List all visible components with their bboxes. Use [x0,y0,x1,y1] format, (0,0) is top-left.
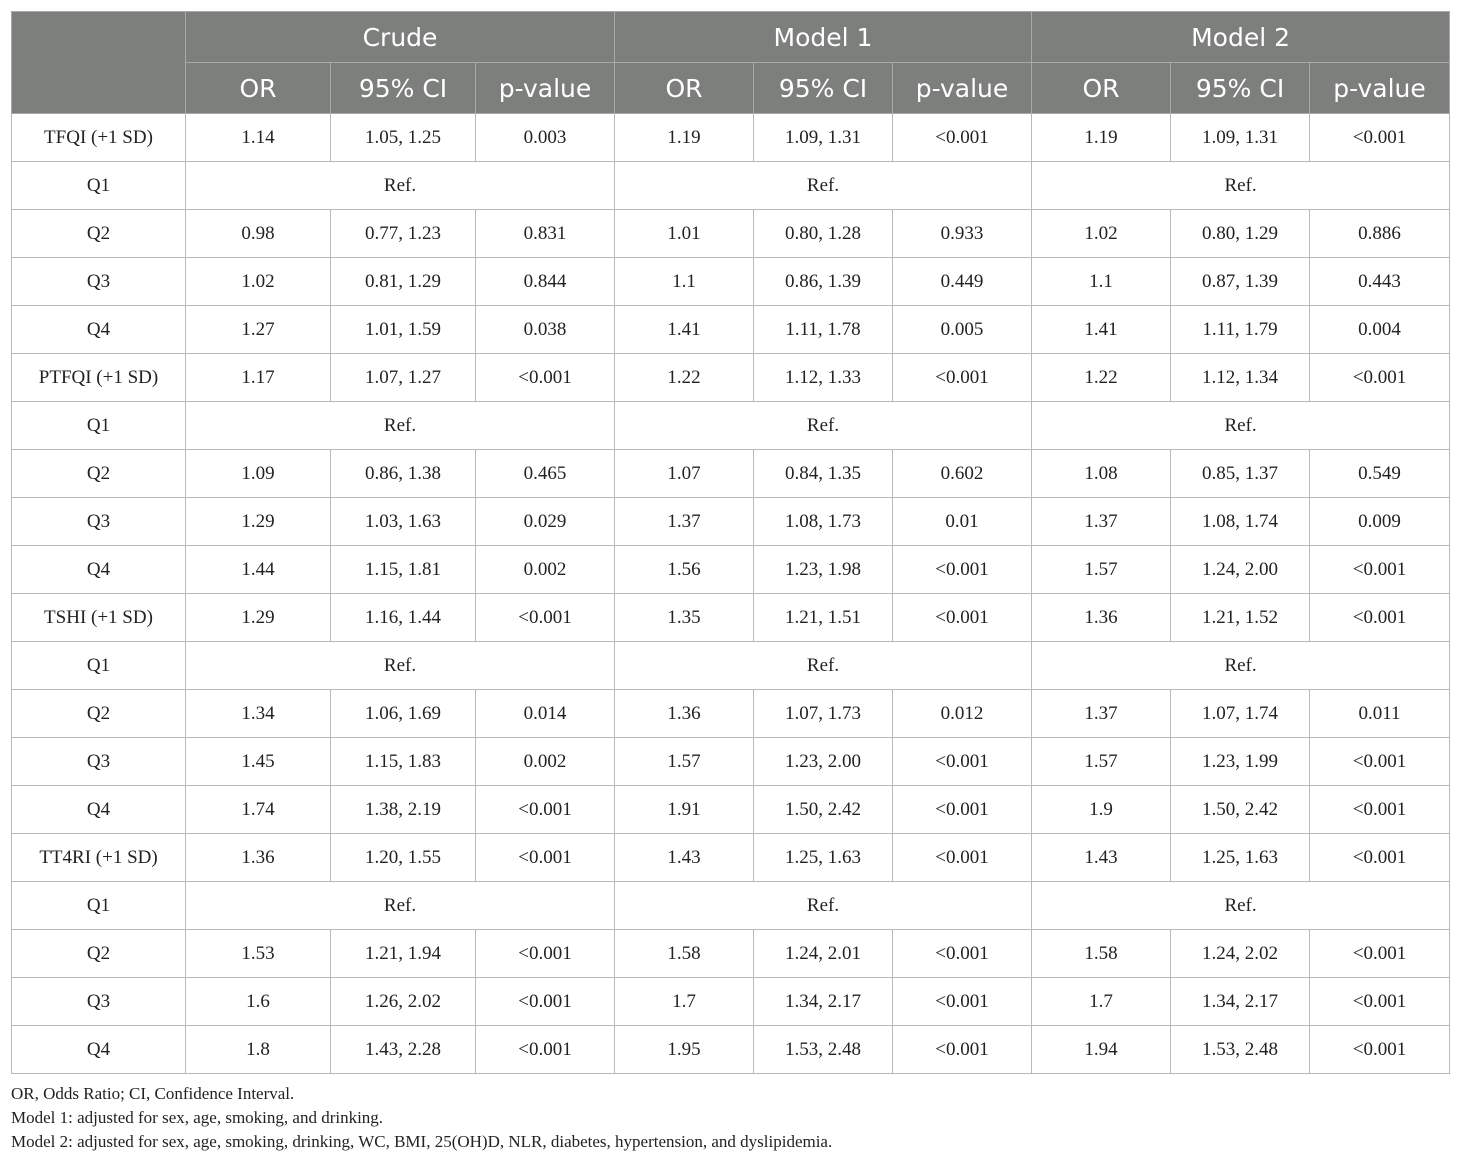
or-cell: 1.27 [186,306,331,354]
ci-cell: 0.86, 1.39 [754,258,893,306]
ci-cell: 1.43, 2.28 [331,1026,476,1074]
or-cell: 1.57 [1032,546,1171,594]
table-row [12,738,1450,786]
p-value-cell: <0.001 [1310,978,1450,1026]
ci-cell: 1.12, 1.33 [754,354,893,402]
header-group-row [12,12,1450,63]
ci-cell: 1.11, 1.78 [754,306,893,354]
table-row [12,450,1450,498]
p-value-cell: <0.001 [1310,834,1450,882]
row-label: Q4 [12,546,186,594]
ci-cell: 1.12, 1.34 [1171,354,1310,402]
reference-cell: Ref. [615,162,1032,210]
ci-cell: 1.23, 1.98 [754,546,893,594]
subcolumn-or: OR [615,63,754,114]
ci-cell: 0.86, 1.38 [331,450,476,498]
or-cell: 1.19 [615,114,754,162]
or-cell: 1.36 [1032,594,1171,642]
ci-cell: 1.21, 1.51 [754,594,893,642]
p-value-cell: <0.001 [476,834,615,882]
p-value-cell: <0.001 [1310,546,1450,594]
subcolumn-p-value: p-value [476,63,615,114]
row-label-header [12,12,186,114]
subcolumn-or: OR [186,63,331,114]
table-row [12,834,1450,882]
or-cell: 1.57 [1032,738,1171,786]
p-value-cell: 0.01 [893,498,1032,546]
table-row [12,402,1450,450]
row-label: Q3 [12,258,186,306]
p-value-cell: <0.001 [893,738,1032,786]
group-header-model-2: Model 2 [1032,12,1450,63]
ci-cell: 1.50, 2.42 [754,786,893,834]
footnote: Model 2: adjusted for sex, age, smoking, drinking, WC, BMI, 25(OH)D, NLR, diabetes, hypertension, and dyslipidemia. [11,1132,833,1151]
ci-cell: 1.09, 1.31 [754,114,893,162]
p-value-cell: <0.001 [893,114,1032,162]
table-row [12,1026,1450,1074]
p-value-cell: <0.001 [476,1026,615,1074]
group-header-model-1: Model 1 [615,12,1032,63]
row-label: Q1 [12,162,186,210]
row-label: Q2 [12,930,186,978]
subcolumn-ci: 95% CI [1171,63,1310,114]
table-row [12,594,1450,642]
p-value-cell: 0.933 [893,210,1032,258]
reference-cell: Ref. [1032,882,1450,930]
p-value-cell: <0.001 [893,786,1032,834]
reference-cell: Ref. [1032,402,1450,450]
ci-cell: 1.07, 1.74 [1171,690,1310,738]
or-cell: 1.35 [615,594,754,642]
reference-cell: Ref. [1032,642,1450,690]
table-row [12,210,1450,258]
p-value-cell: 0.009 [1310,498,1450,546]
row-label: Q2 [12,450,186,498]
ci-cell: 0.77, 1.23 [331,210,476,258]
ci-cell: 1.26, 2.02 [331,978,476,1026]
reference-cell: Ref. [615,882,1032,930]
footnote: OR, Odds Ratio; CI, Confidence Interval. [11,1084,295,1103]
subcolumn-p-value: p-value [1310,63,1450,114]
row-label: TT4RI (+1 SD) [12,834,186,882]
or-cell: 1.07 [615,450,754,498]
table-row [12,114,1450,162]
p-value-cell: 0.465 [476,450,615,498]
p-value-cell: <0.001 [1310,738,1450,786]
row-label: Q1 [12,402,186,450]
table-row [12,978,1450,1026]
ci-cell: 1.25, 1.63 [1171,834,1310,882]
ci-cell: 1.08, 1.73 [754,498,893,546]
p-value-cell: <0.001 [893,930,1032,978]
table-footnotes [11,1082,1449,1154]
table-row [12,162,1450,210]
reference-cell: Ref. [186,162,615,210]
or-cell: 1.56 [615,546,754,594]
or-cell: 1.95 [615,1026,754,1074]
table-body [12,114,1450,1074]
reference-cell: Ref. [186,642,615,690]
or-cell: 1.37 [1032,498,1171,546]
p-value-cell: 0.012 [893,690,1032,738]
p-value-cell: 0.443 [1310,258,1450,306]
p-value-cell: <0.001 [1310,786,1450,834]
or-cell: 1.9 [1032,786,1171,834]
or-cell: 1.17 [186,354,331,402]
or-cell: 1.74 [186,786,331,834]
ci-cell: 1.21, 1.94 [331,930,476,978]
or-cell: 1.43 [615,834,754,882]
ci-cell: 1.03, 1.63 [331,498,476,546]
p-value-cell: <0.001 [476,978,615,1026]
ci-cell: 1.25, 1.63 [754,834,893,882]
ci-cell: 1.15, 1.83 [331,738,476,786]
or-cell: 1.22 [615,354,754,402]
p-value-cell: <0.001 [893,546,1032,594]
ci-cell: 0.80, 1.28 [754,210,893,258]
row-label: Q1 [12,642,186,690]
ci-cell: 1.07, 1.73 [754,690,893,738]
or-cell: 1.94 [1032,1026,1171,1074]
p-value-cell: <0.001 [893,834,1032,882]
subcolumn-ci: 95% CI [331,63,476,114]
table-row [12,882,1450,930]
row-label: Q1 [12,882,186,930]
p-value-cell: 0.602 [893,450,1032,498]
reference-cell: Ref. [615,402,1032,450]
or-cell: 1.7 [1032,978,1171,1026]
table-row [12,354,1450,402]
table-row [12,930,1450,978]
ci-cell: 1.15, 1.81 [331,546,476,594]
or-cell: 1.8 [186,1026,331,1074]
p-value-cell: 0.038 [476,306,615,354]
or-cell: 1.43 [1032,834,1171,882]
row-label: Q4 [12,1026,186,1074]
table-row [12,546,1450,594]
p-value-cell: 0.005 [893,306,1032,354]
p-value-cell: <0.001 [1310,114,1450,162]
or-cell: 1.29 [186,594,331,642]
odds-ratio-table [11,11,1450,1074]
row-label: Q4 [12,306,186,354]
p-value-cell: <0.001 [893,978,1032,1026]
p-value-cell: 0.831 [476,210,615,258]
or-cell: 1.7 [615,978,754,1026]
ci-cell: 1.16, 1.44 [331,594,476,642]
row-label: PTFQI (+1 SD) [12,354,186,402]
p-value-cell: <0.001 [1310,594,1450,642]
ci-cell: 1.09, 1.31 [1171,114,1310,162]
ci-cell: 1.53, 2.48 [1171,1026,1310,1074]
or-cell: 1.09 [186,450,331,498]
ci-cell: 0.87, 1.39 [1171,258,1310,306]
ci-cell: 1.34, 2.17 [754,978,893,1026]
p-value-cell: <0.001 [893,1026,1032,1074]
p-value-cell: 0.002 [476,546,615,594]
ci-cell: 0.80, 1.29 [1171,210,1310,258]
subcolumn-or: OR [1032,63,1171,114]
or-cell: 1.19 [1032,114,1171,162]
ci-cell: 1.23, 2.00 [754,738,893,786]
or-cell: 1.22 [1032,354,1171,402]
p-value-cell: 0.002 [476,738,615,786]
p-value-cell: <0.001 [1310,930,1450,978]
ci-cell: 1.05, 1.25 [331,114,476,162]
p-value-cell: <0.001 [1310,354,1450,402]
ci-cell: 1.06, 1.69 [331,690,476,738]
or-cell: 1.45 [186,738,331,786]
table-row [12,258,1450,306]
ci-cell: 1.38, 2.19 [331,786,476,834]
row-label: Q2 [12,210,186,258]
or-cell: 1.6 [186,978,331,1026]
or-cell: 1.36 [615,690,754,738]
ci-cell: 1.34, 2.17 [1171,978,1310,1026]
p-value-cell: 0.449 [893,258,1032,306]
or-cell: 1.37 [1032,690,1171,738]
ci-cell: 0.85, 1.37 [1171,450,1310,498]
table-row [12,786,1450,834]
p-value-cell: 0.886 [1310,210,1450,258]
ci-cell: 0.81, 1.29 [331,258,476,306]
p-value-cell: 0.844 [476,258,615,306]
p-value-cell: <0.001 [476,930,615,978]
row-label: Q3 [12,498,186,546]
ci-cell: 1.11, 1.79 [1171,306,1310,354]
ci-cell: 1.24, 2.00 [1171,546,1310,594]
p-value-cell: <0.001 [476,786,615,834]
row-label: TSHI (+1 SD) [12,594,186,642]
p-value-cell: 0.029 [476,498,615,546]
row-label: Q3 [12,738,186,786]
or-cell: 1.53 [186,930,331,978]
p-value-cell: <0.001 [893,594,1032,642]
row-label: TFQI (+1 SD) [12,114,186,162]
p-value-cell: <0.001 [476,354,615,402]
reference-cell: Ref. [186,882,615,930]
p-value-cell: <0.001 [1310,1026,1450,1074]
or-cell: 1.02 [1032,210,1171,258]
ci-cell: 0.84, 1.35 [754,450,893,498]
p-value-cell: <0.001 [476,594,615,642]
or-cell: 1.01 [615,210,754,258]
table-row [12,306,1450,354]
or-cell: 1.91 [615,786,754,834]
ci-cell: 1.24, 2.01 [754,930,893,978]
reference-cell: Ref. [186,402,615,450]
ci-cell: 1.07, 1.27 [331,354,476,402]
p-value-cell: 0.004 [1310,306,1450,354]
group-header-crude: Crude [186,12,615,63]
ci-cell: 1.53, 2.48 [754,1026,893,1074]
subcolumn-p-value: p-value [893,63,1032,114]
reference-cell: Ref. [615,642,1032,690]
or-cell: 1.34 [186,690,331,738]
or-cell: 1.36 [186,834,331,882]
or-cell: 1.44 [186,546,331,594]
or-cell: 1.1 [615,258,754,306]
p-value-cell: 0.011 [1310,690,1450,738]
or-cell: 1.29 [186,498,331,546]
p-value-cell: 0.003 [476,114,615,162]
table-row [12,498,1450,546]
ci-cell: 1.50, 2.42 [1171,786,1310,834]
or-cell: 1.1 [1032,258,1171,306]
table-row [12,642,1450,690]
ci-cell: 1.24, 2.02 [1171,930,1310,978]
header-subcolumn-row [12,63,1450,114]
ci-cell: 1.20, 1.55 [331,834,476,882]
ci-cell: 1.23, 1.99 [1171,738,1310,786]
or-cell: 0.98 [186,210,331,258]
ci-cell: 1.08, 1.74 [1171,498,1310,546]
row-label: Q4 [12,786,186,834]
or-cell: 1.14 [186,114,331,162]
or-cell: 1.37 [615,498,754,546]
table-row [12,690,1450,738]
or-cell: 1.02 [186,258,331,306]
p-value-cell: 0.549 [1310,450,1450,498]
p-value-cell: 0.014 [476,690,615,738]
subcolumn-ci: 95% CI [754,63,893,114]
or-cell: 1.58 [1032,930,1171,978]
or-cell: 1.41 [1032,306,1171,354]
p-value-cell: <0.001 [893,354,1032,402]
ci-cell: 1.01, 1.59 [331,306,476,354]
or-cell: 1.58 [615,930,754,978]
or-cell: 1.57 [615,738,754,786]
or-cell: 1.41 [615,306,754,354]
ci-cell: 1.21, 1.52 [1171,594,1310,642]
footnote: Model 1: adjusted for sex, age, smoking, and drinking. [11,1108,384,1127]
row-label: Q2 [12,690,186,738]
reference-cell: Ref. [1032,162,1450,210]
row-label: Q3 [12,978,186,1026]
or-cell: 1.08 [1032,450,1171,498]
results-table-container [11,11,1449,1154]
